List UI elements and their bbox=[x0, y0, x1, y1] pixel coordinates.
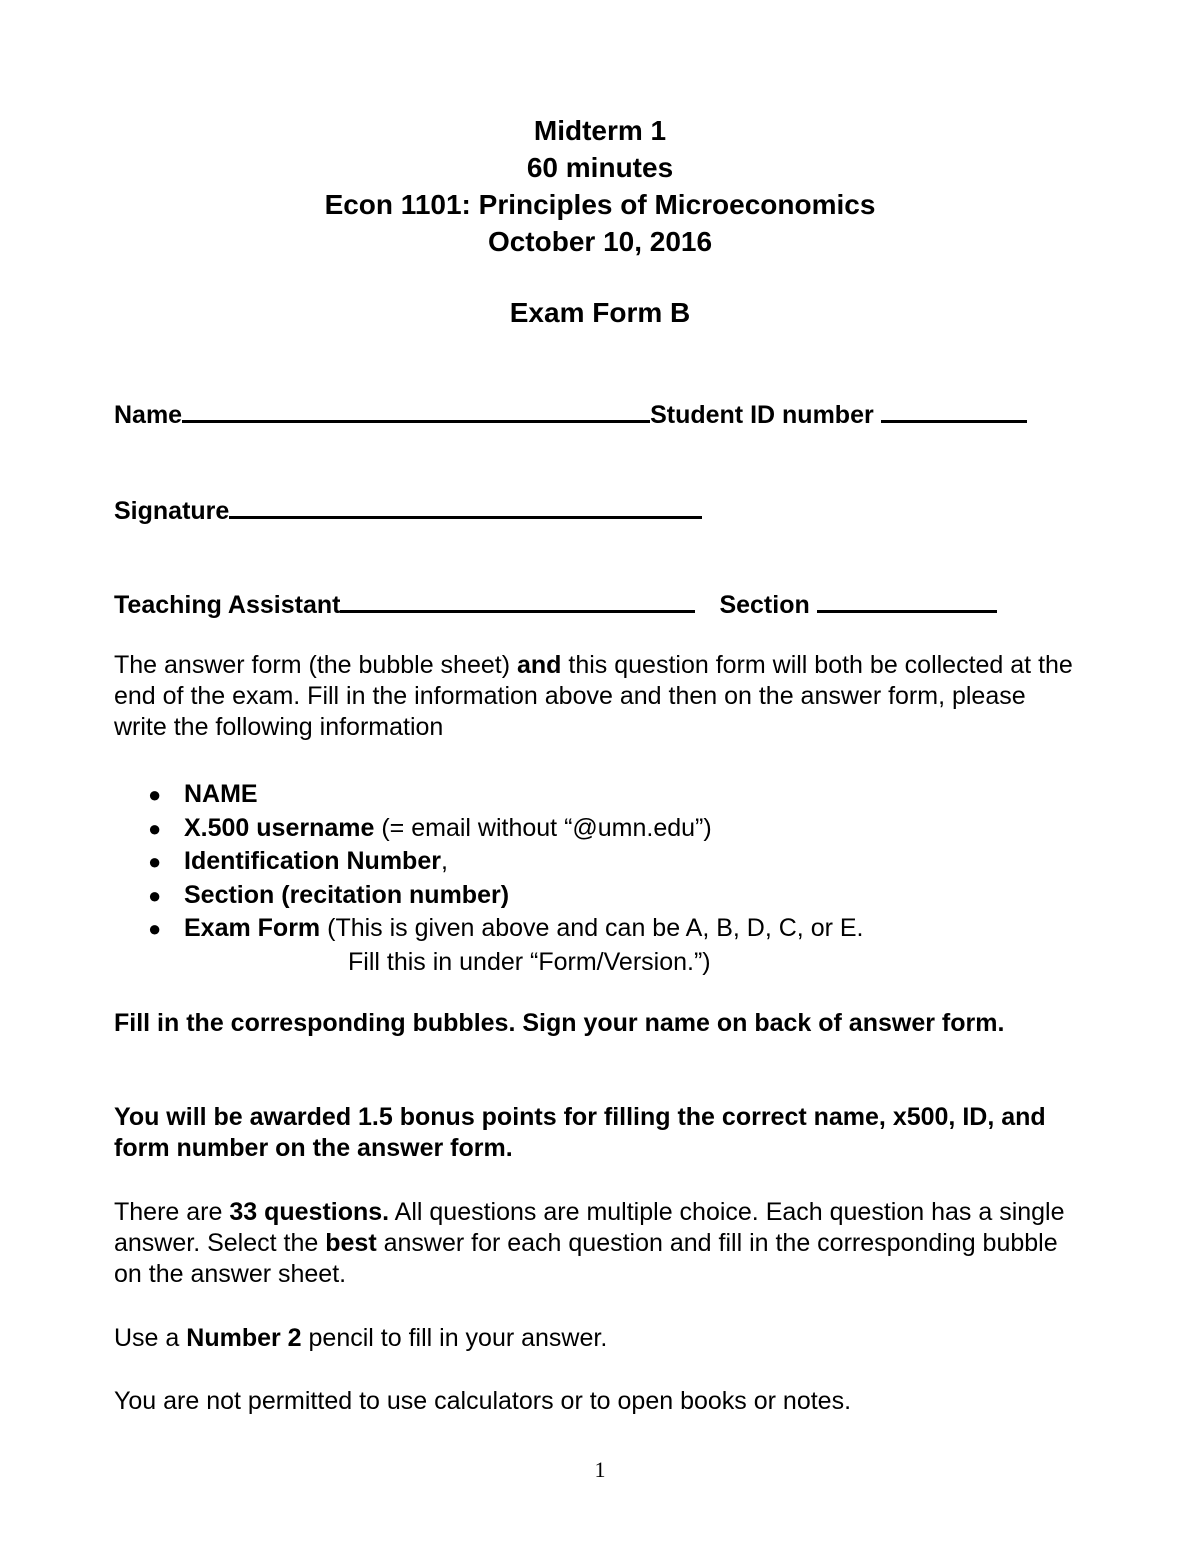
intro-text-start: The answer form (the bubble sheet) bbox=[114, 651, 517, 679]
questions-paragraph bbox=[114, 1197, 1074, 1290]
list-item bbox=[114, 812, 864, 846]
list-item bbox=[114, 845, 864, 879]
list-item-continuation bbox=[114, 946, 864, 980]
bullet-name: NAME bbox=[184, 780, 258, 808]
no-calculators-instruction: You are not permitted to use calculators or to open books or notes. bbox=[114, 1387, 852, 1415]
pencil-text-start: Use a bbox=[114, 1324, 187, 1352]
section-label: Section bbox=[719, 591, 810, 619]
bullet-icon: ● bbox=[148, 882, 162, 908]
bullet-icon: ● bbox=[148, 782, 162, 807]
info-bullet-list bbox=[114, 778, 864, 979]
bullet-section: Section (recitation number) bbox=[184, 880, 510, 909]
pencil-instruction bbox=[114, 1323, 1074, 1354]
bullet-id-number: Identification Number bbox=[184, 847, 441, 875]
pencil-number: Number 2 bbox=[186, 1324, 302, 1352]
fill-bubbles-instruction: Fill in the corresponding bubbles. Sign your name on back of answer form. bbox=[114, 1009, 1005, 1037]
list-item bbox=[114, 879, 864, 913]
ta-section-row bbox=[114, 588, 997, 620]
name-id-row bbox=[114, 398, 1027, 430]
intro-and-bold: and bbox=[516, 651, 562, 679]
exam-date: October 10, 2016 bbox=[487, 226, 713, 257]
bullet-icon: ● bbox=[148, 916, 162, 941]
questions-count: 33 questions. bbox=[229, 1198, 390, 1226]
ta-blank bbox=[340, 588, 695, 613]
exam-duration: 60 minutes bbox=[526, 152, 674, 183]
exam-title: Midterm 1 bbox=[533, 115, 667, 146]
bullet-x500: X.500 username bbox=[184, 813, 375, 842]
pencil-text-end: pencil to fill in your answer. bbox=[301, 1324, 608, 1352]
exam-header bbox=[0, 112, 1200, 331]
name-blank bbox=[182, 398, 650, 423]
signature-row bbox=[114, 494, 702, 526]
bullet-exam-form-continuation: Fill this in under “Form/Version.”) bbox=[348, 947, 711, 976]
list-item bbox=[114, 912, 864, 946]
intro-paragraph bbox=[114, 650, 1074, 743]
bullet-icon: ● bbox=[148, 815, 162, 841]
course-title: Econ 1101: Principles of Microeconomics bbox=[324, 189, 876, 220]
bullet-x500-note: (= email without “@umn.edu”) bbox=[374, 813, 712, 842]
student-id-label: Student ID number bbox=[650, 401, 874, 429]
questions-text-start: There are bbox=[114, 1198, 230, 1226]
signature-blank bbox=[229, 494, 702, 519]
best-bold: best bbox=[325, 1229, 377, 1257]
bullet-exam-form-note: (This is given above and can be A, B, D, C, or E. bbox=[320, 914, 864, 942]
questions-text-middle: All questions are multiple choice. Each question has a single answer. Select the bbox=[114, 1198, 1065, 1257]
section-blank bbox=[817, 588, 997, 613]
bullet-icon: ● bbox=[148, 849, 162, 874]
name-label: Name bbox=[114, 401, 183, 429]
ta-label: Teaching Assistant bbox=[114, 591, 341, 619]
signature-label: Signature bbox=[114, 497, 230, 525]
bonus-points-instruction: You will be awarded 1.5 bonus points for filling the correct name, x500, ID, and form number on the answer form. bbox=[114, 1103, 1046, 1162]
bullet-id-comma: , bbox=[440, 847, 448, 875]
student-id-blank bbox=[881, 398, 1027, 423]
list-item bbox=[114, 778, 864, 812]
intro-text-end: this question form will both be collected at the end of the exam. Fill in the information above and then on the answer form, please write the following information bbox=[114, 651, 1073, 741]
exam-form-label: Exam Form B bbox=[509, 297, 691, 328]
page-number: 1 bbox=[594, 1457, 606, 1482]
bullet-exam-form: Exam Form bbox=[184, 914, 321, 942]
questions-text-end: answer for each question and fill in the corresponding bubble on the answer sheet. bbox=[114, 1229, 1058, 1288]
